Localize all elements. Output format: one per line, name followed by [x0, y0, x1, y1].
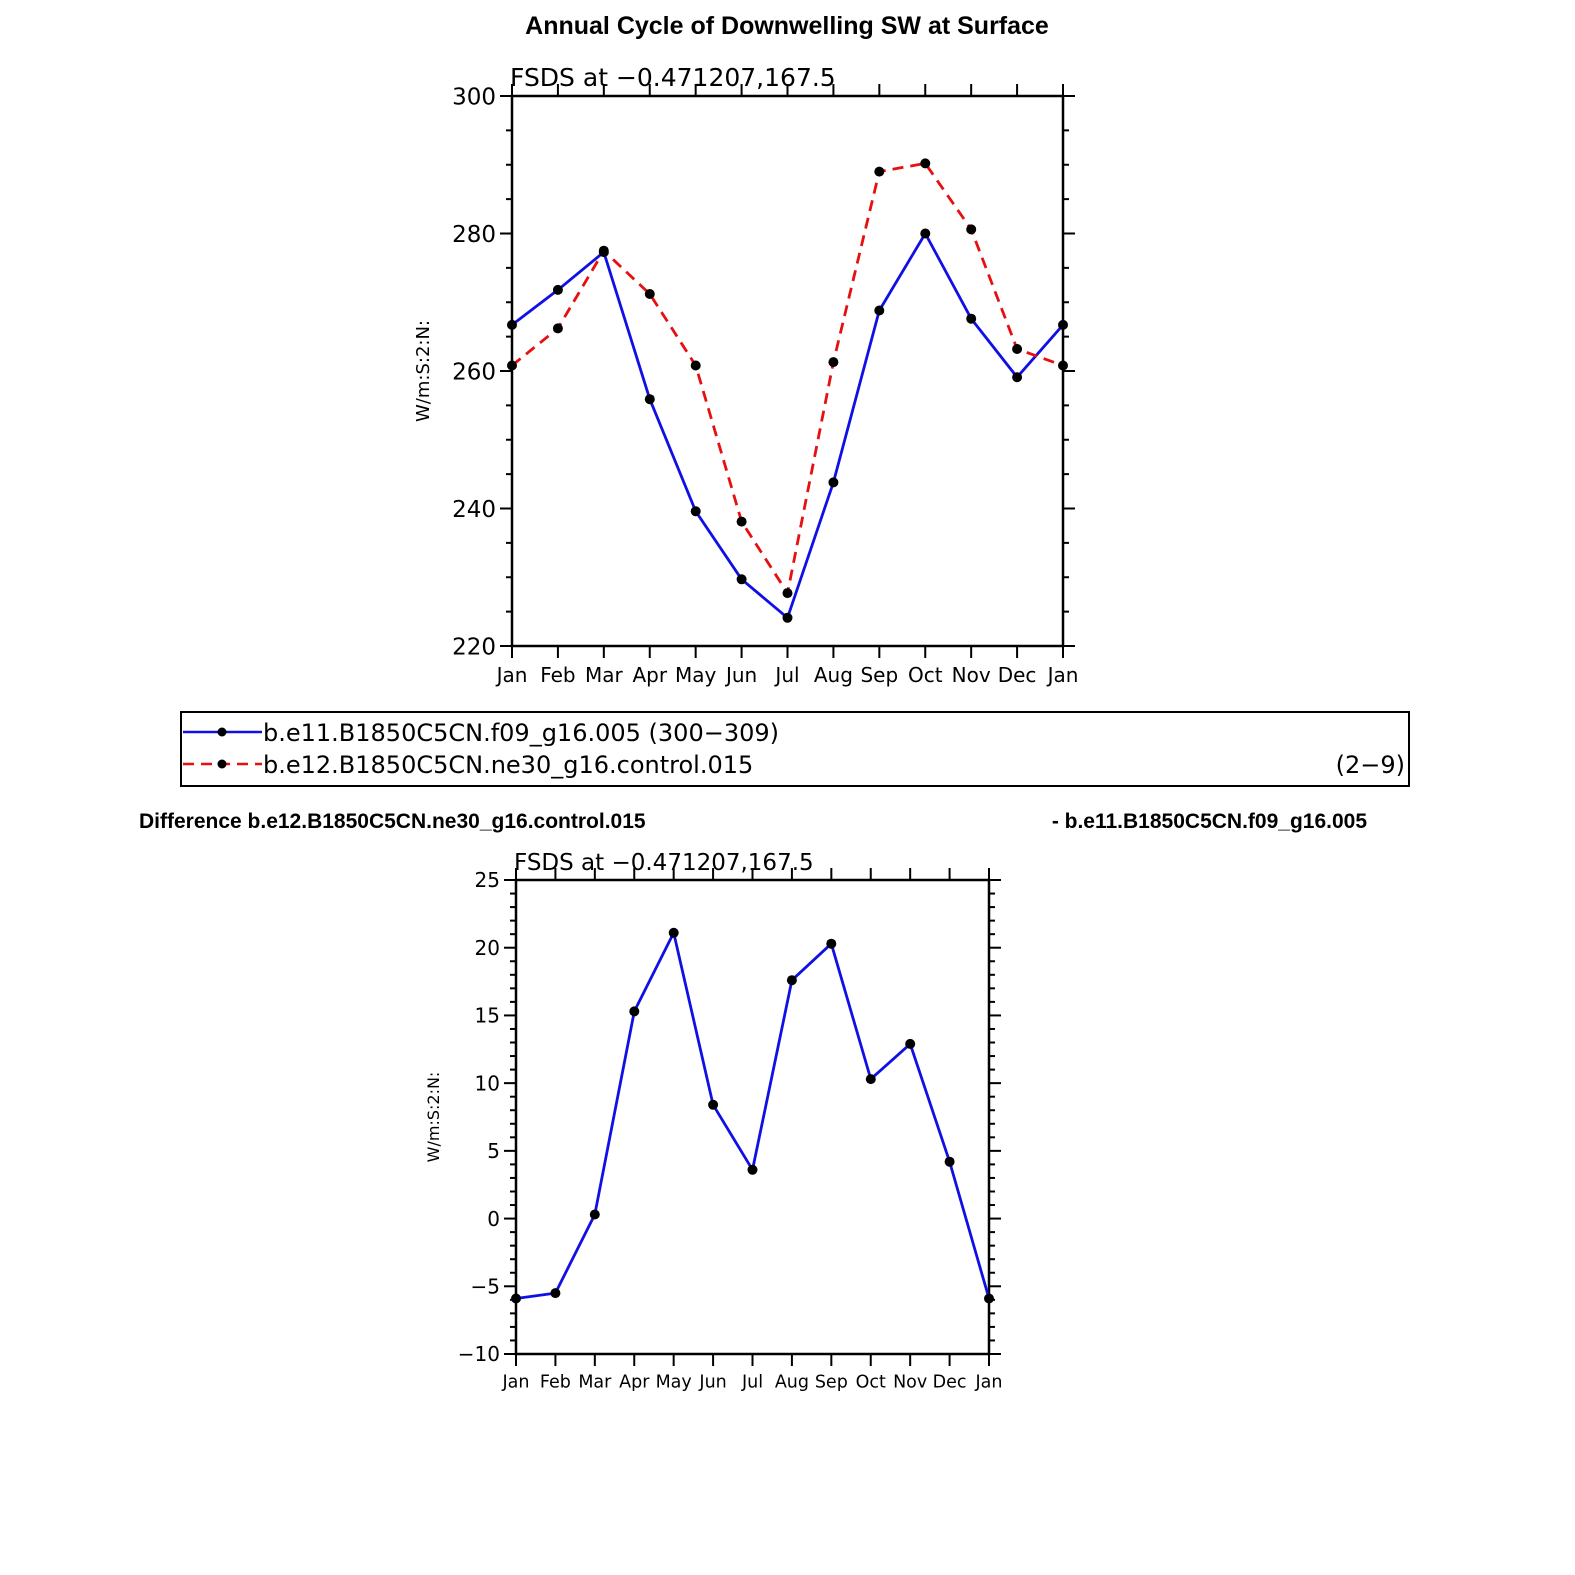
y-tick-label: 0: [487, 1206, 500, 1231]
series-0-point: [966, 314, 976, 324]
chart-subtitle: FSDS at −0.471207,167.5: [510, 63, 836, 92]
series-1-point: [691, 361, 701, 371]
series-0-point: [708, 1100, 718, 1110]
difference-title-left: Difference b.e12.B1850C5CN.ne30_g16.control.015: [139, 810, 646, 833]
x-tick-label: Dec: [997, 663, 1037, 687]
series-1-point: [828, 357, 838, 367]
series-0-point: [1058, 320, 1068, 330]
series-0-point: [553, 285, 563, 295]
series-0-point: [984, 1294, 994, 1304]
series-0-point: [787, 975, 797, 985]
legend: [181, 712, 1409, 786]
y-tick-label: 280: [452, 221, 496, 248]
series-0-point: [550, 1288, 560, 1298]
x-tick-label: Jul: [775, 663, 800, 687]
y-tick-label: 25: [474, 868, 500, 893]
series-0-point: [691, 506, 701, 516]
difference-chart: [424, 850, 1002, 1393]
annual-cycle-chart: [413, 63, 1078, 687]
series-0-point: [866, 1074, 876, 1084]
series-0-point: [1012, 372, 1022, 382]
legend-years-red: (2−9): [1335, 751, 1405, 779]
x-tick-label: Sep: [860, 663, 899, 687]
y-tick-label: 15: [474, 1003, 500, 1028]
series-1-point: [920, 158, 930, 168]
x-tick-label: Jan: [1047, 663, 1079, 687]
plot-frame: [512, 96, 1063, 646]
legend-label-blue: b.e11.B1850C5CN.f09_g16.005 (300−309): [263, 719, 779, 747]
x-tick-label: Aug: [774, 1372, 810, 1393]
series-0-point: [905, 1039, 915, 1049]
series-0-point: [737, 574, 747, 584]
y-tick-label: 5: [487, 1139, 500, 1164]
plot-frame: [516, 880, 989, 1354]
series-0-point: [920, 229, 930, 239]
figure-title: Annual Cycle of Downwelling SW at Surface: [525, 12, 1049, 40]
y-tick-label: 220: [452, 634, 496, 661]
series-1-point: [599, 246, 609, 256]
x-tick-label: Nov: [893, 1372, 928, 1393]
series-1-point: [1012, 344, 1022, 354]
x-tick-label: Apr: [619, 1372, 650, 1393]
y-tick-label: 300: [452, 84, 496, 111]
x-tick-label: Jan: [502, 1372, 530, 1393]
x-tick-label: Oct: [907, 663, 943, 687]
x-tick-label: Sep: [814, 1372, 848, 1393]
series-0-point: [629, 1006, 639, 1016]
y-tick-label: 240: [452, 496, 496, 523]
x-tick-label: Jan: [975, 1372, 1003, 1393]
x-tick-label: Jan: [496, 663, 528, 687]
y-tick-label: −5: [470, 1274, 500, 1299]
y-tick-label: 260: [452, 359, 496, 386]
series-1-line: [512, 163, 1063, 593]
x-tick-label: May: [655, 1372, 692, 1393]
series-1-point: [1058, 361, 1068, 371]
x-tick-label: Jul: [741, 1372, 764, 1393]
legend-marker-red: [218, 760, 227, 769]
series-0-point: [783, 613, 793, 623]
series-0-point: [874, 306, 884, 316]
series-0-point: [590, 1210, 600, 1220]
series-0-line: [516, 933, 989, 1299]
y-tick-label: 20: [474, 935, 500, 960]
series-1-point: [874, 167, 884, 177]
series-0-point: [511, 1294, 521, 1304]
series-0-point: [945, 1157, 955, 1167]
series-1-point: [553, 323, 563, 333]
chart-subtitle: FSDS at −0.471207,167.5: [514, 850, 814, 876]
series-0-line: [512, 234, 1063, 618]
series-1-point: [783, 588, 793, 598]
x-tick-label: Nov: [951, 663, 991, 687]
x-tick-label: Mar: [578, 1372, 612, 1393]
x-tick-label: Apr: [632, 663, 668, 687]
x-tick-label: Feb: [540, 663, 576, 687]
series-1-point: [507, 361, 517, 371]
x-tick-label: Aug: [813, 663, 853, 687]
series-0-point: [748, 1165, 758, 1175]
series-1-point: [645, 289, 655, 299]
series-1-point: [966, 224, 976, 234]
difference-title-right: - b.e11.B1850C5CN.f09_g16.005: [1051, 810, 1367, 833]
x-tick-label: Feb: [539, 1372, 571, 1393]
y-axis-label: W/m:S:2:N:: [424, 1071, 443, 1163]
x-tick-label: May: [674, 663, 717, 687]
series-0-point: [645, 394, 655, 404]
series-0-point: [669, 928, 679, 938]
y-tick-label: 10: [474, 1071, 500, 1096]
x-tick-label: Mar: [584, 663, 623, 687]
x-tick-label: Jun: [725, 663, 758, 687]
series-0-point: [507, 320, 517, 330]
series-1-point: [737, 517, 747, 527]
legend-label-red: b.e12.B1850C5CN.ne30_g16.control.015: [263, 751, 754, 779]
x-tick-label: Jun: [699, 1372, 727, 1393]
x-tick-label: Oct: [855, 1372, 886, 1393]
y-axis-label: W/m:S:2:N:: [413, 320, 434, 422]
legend-marker-blue: [218, 728, 227, 737]
x-tick-label: Dec: [932, 1372, 967, 1393]
y-tick-label: −10: [457, 1342, 500, 1367]
series-0-point: [826, 939, 836, 949]
series-0-point: [828, 477, 838, 487]
